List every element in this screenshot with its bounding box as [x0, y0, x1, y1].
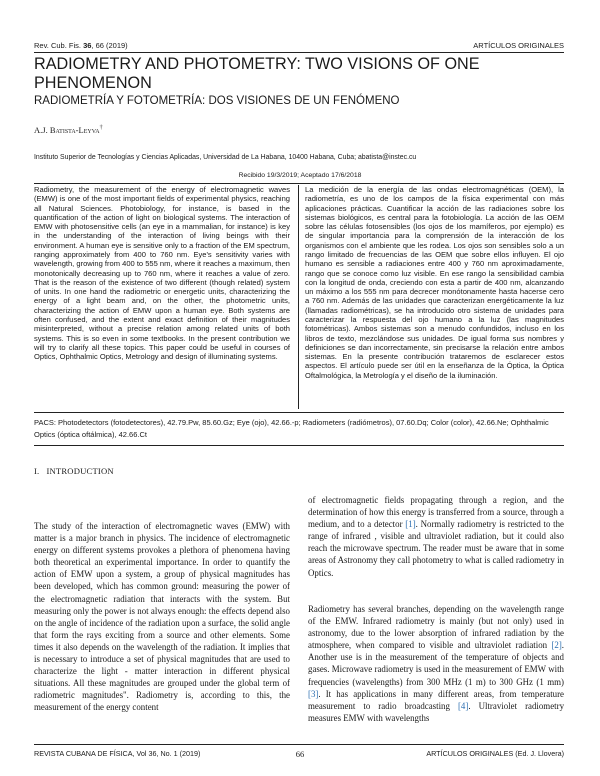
pacs-codes: PACS: Photodetectors (fotodetectores), 42.79.Pw, 85.60.Gz; Eye (ojo), 42.66.-p; Radiometers (radiómetros), 07.60.Dq; Color (color), 42.66.Ne; Ophthalmic Optics (óptica oftálmica), 42.66.Ct [34, 418, 549, 439]
abstract-english: Radiometry, the measurement of the energy of electromagnetic waves (EMW) is one of the most important fields of experimental physics, reaching all Natural Sciences. Photobiology, for instance, is based in the quantification of the action of light on biological systems. The interaction of EMW with photosensitive cells (an eye in a mammalian, for instance) is key in the understanding of the interaction of living beings with their environment. A human eye is sensitive only to a fraction of the EM spectrum, ranging approximately from 400 to 760 nm. Eye's sensitivity varies with wavelength, growing from 400 to 555 nm, where it reaches a maximum, then monotonically decreasing up to 760 nm, where it reaches a value of zero. That is the reason of the existence of two different (though related) system of units. In one hand the radiometric or energetic units, characterizing the energy of a light beam and, on the other, the photometric units, characterizing the action of EMW upon a human eye. Both systems are often confused, and the extent and exact definition of their magnitudes misinterpreted, without a precise relation among related units of both systems. This is so even in some textbooks. In the present contribution we will try to clarify all these topics. This paper could be useful in courses of Optics, Ophthalmic Optics, Metrology and design of illuminating systems. [34, 185, 290, 362]
section-heading-introduction: I. INTRODUCTION [34, 466, 114, 476]
pacs-rule [34, 445, 564, 446]
running-header-section: ARTÍCULOS ORIGINALES [473, 41, 564, 50]
citation-link[interactable]: [1] [405, 519, 416, 530]
citation-link[interactable]: [3] [308, 688, 319, 699]
page-number: 66 [295, 749, 305, 759]
abstract-top-rule [34, 183, 564, 184]
abstract-spanish: La medición de la energía de las ondas electromagnéticas (OEM), la radiometría, es uno de los campos de la física experimental con más aplicaciones prácticas. Cuantificar la acción de las radiaciones sobre los sistemas biológicos, es central para la fotobiología. La acción de las OEM sobre las células fotosensibles (los ojos de los mamíferos, por ejemplo) es de singular importancia para la comprensión de la interacción de los organismos con el ambiente que les rodea. Los ojos son sensibles solo a un rango limitado de frecuencias de las OEM que sobre ellos influyen. El ojo humano es sensible a radiaciones entre 400 y 760 nm aproximadamente, rango que se conoce como luz visible. En ese rango la sensibilidad cambia con la longitud de onda, creciendo con esta a partir de 400 nm, alcanzando un máximo a los 555 nm para decrecer monótonamente hasta hacerse cero a 760 nm. Además de las unidades que caracterizan energéticamente la luz (llamadas radiométricas), se ha introducido otro sistema de unidades para caracterizar la respuesta del ojo humano a la luz (las magnitudes fotométricas). Ambos sistemas son a menudo confundidos, incluso en los libros de texto, mezclándose sus unidades. De igual forma sus nombres y definiciones se dan incorrectamente, sin precisarse la relación entre ambos sistemas. En la presente contribución trataremos de esclarecer estos aspectos. El artículo puede ser útil en la enseñanza de la Óptica, la Óptica Oftalmológica, la Metrología y el diseño de la iluminación. [305, 185, 564, 380]
paper-subtitle: RADIOMETRÍA Y FOTOMETRÍA: DOS VISIONES DE UN FENÓMENO [34, 95, 400, 107]
abstract-column-divider [298, 185, 299, 409]
citation-link[interactable]: [2] [551, 640, 562, 651]
running-header-citation: Rev. Cub. Fis. 36, 66 (2019) [34, 41, 128, 50]
body-column-left: The study of the interaction of electromagnetic waves (EMW) with matter is a major branch in physics. The incidence of electromagnetic energy on different systems provokes a plethora of phenomena having both theoretical an experimental importance. In order to quantify the action of EMW upon a system, a group of physical magnitudes has been developed, which has common ground: measuring the power of the electromagnetic radiation that interacts with the system. But measuring only the power is not always enough: the effects depend also on the angle of incidence of the radiation upon a surface, the solid angle that form the rays exciting from a source and other elements. Some times it also depends on the wavelength of the radiation. It implies that is necessary to introduce a set of physical magnitudes that are used to characterize the light - matter interaction in different physical situations. All these magnitudes are grouped under the global term of radiometric magnitudes". Radiometry is, according to this, the measurement of the energy content [34, 521, 290, 713]
footer-journal: REVISTA CUBANA DE FÍSICA, Vol 36, No. 1 (2019) [34, 749, 201, 758]
body-paragraph-right-1: of electromagnetic fields propagating through a region, and the determination of how this energy is transferred from a source, through a medium, and to a detector [1]. Normally radiometry is restricted to the range of infrared , visible and ultraviolet radiation, but it could also reach the microwave spectrum. The reader must be aware that in some areas of Astronomy they call photometry to what is called radiometry in Optics. [308, 495, 564, 578]
affiliation: Instituto Superior de Tecnologías y Ciencias Aplicadas, Universidad de La Habana, 10400 Habana, Cuba; abatista@instec.cu [34, 154, 417, 161]
header-rule [34, 52, 564, 53]
author: A.J. Batista-Leyva† [34, 125, 103, 135]
running-header-volume: 36 [83, 41, 92, 50]
footer-rule [34, 744, 564, 745]
footer-section: ARTÍCULOS ORIGINALES (Ed. J. Llovera) [426, 749, 564, 758]
citation-link[interactable]: [4] [457, 700, 469, 711]
body-paragraph-right-2: Radiometry has several branches, depending on the wavelength range of the EMW. Infrared radiometry is mainly (but not only) used in astronomy, due to the lower absorption of infrared radiation by the atmosphere, when compared to visible and ultraviolet radiation [2]. Another use is in the measurement of the temperature of objects and gases. Microwave radiometry is used in the measurement of EMW with frequencies (wavelengths) from 300 MHz (1 m) to 300 GHz (1 mm) [3]. It has applications in many different areas, from temperature measurement to radio broadcasting [4]. Ultraviolet radiometry measures EMW with wavelengths [308, 604, 565, 723]
paper-title: RADIOMETRY AND PHOTOMETRY: TWO VISIONS OF ONE PHENOMENON [34, 55, 480, 92]
abstract-bottom-rule [34, 412, 564, 413]
received-accepted-dates: Recibido 19/3/2019; Aceptado 17/6/2018 [238, 172, 362, 179]
